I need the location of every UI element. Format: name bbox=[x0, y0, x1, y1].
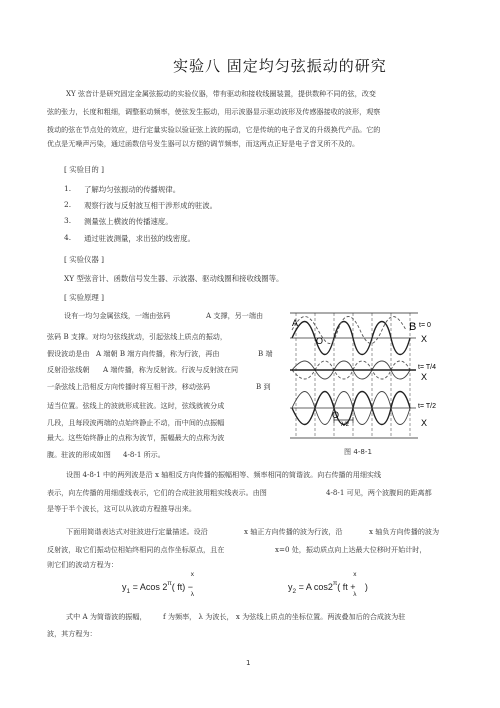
f1-sub: 1 bbox=[126, 588, 131, 595]
formula-2 bbox=[288, 571, 368, 598]
principle-line-4: 反射沿弦线朝 bbox=[47, 365, 90, 374]
intro-line-2: 弦的张力，长度和粗细，调整驱动频率，使弦发生振动，用示波器显示驱动波形及传感器接收的波形，观察 bbox=[47, 107, 381, 116]
purpose-item-3: 测量弦上横波的传播速度。 bbox=[84, 217, 173, 226]
purpose-item-1: 了解均匀弦振动的传播规律。 bbox=[84, 185, 181, 194]
para3-frag-x0: x=0 处，振动质点向上达最大位移时开始计时， bbox=[275, 545, 427, 554]
f2-body: ( ft bbox=[337, 582, 348, 592]
fig-label-lambda: λ/2 bbox=[341, 422, 350, 428]
principle-line-9: 腹。驻波的形成如图 bbox=[47, 450, 111, 459]
purpose-item-4: 通过驻波测量，求出弦的线密度。 bbox=[84, 234, 195, 243]
fig-label-a: A bbox=[292, 318, 299, 328]
f2-lhs: y bbox=[288, 582, 293, 592]
f2-plus: + bbox=[350, 582, 356, 592]
principle-frag-fig-ref: 4-8-1 所示。 bbox=[123, 450, 165, 459]
fig-label-x1: X bbox=[421, 334, 428, 344]
fig-label-o2: O bbox=[332, 410, 340, 420]
principle-line-2: 弦码 B 支撑。对均匀弦线扰动，引起弦线上质点的振动， bbox=[47, 332, 227, 341]
f1-pi: π bbox=[167, 580, 172, 587]
fig-label-t4: t= T/4 bbox=[418, 364, 436, 371]
principle-line-8: 最大。这些始终静止的点称为波节，振幅最大的点称为波 bbox=[47, 433, 225, 442]
f1-minus: − bbox=[187, 582, 194, 592]
principle-frag-a-end: A 端朝 B 端方向传播，称为行波，再由 bbox=[96, 349, 220, 358]
fig-label-t0: t= 0 bbox=[419, 322, 431, 329]
purpose-num-1: 1. bbox=[64, 184, 72, 193]
principle-line-1: 设有一均匀金属弦线，一端由弦码 bbox=[64, 311, 171, 320]
para2-frag: 4-8-1 可见，两个波腹间的距离都 bbox=[326, 488, 432, 497]
principle-frag-a-support: A 支撑，另一端由 bbox=[206, 311, 264, 320]
para3-frag-xneg: x 轴负方向传播的波为 bbox=[369, 527, 440, 536]
fig-label-x3: X bbox=[421, 418, 428, 428]
para3-line-3: 则它们的波动方程为： bbox=[47, 560, 118, 569]
para3-frag-xpos: x 轴正方向传播的波为行波，沿 bbox=[244, 527, 343, 536]
fig-label-x2: X bbox=[421, 372, 428, 382]
f2-eq: = A cos2 bbox=[298, 582, 333, 592]
fig-label-b: B bbox=[409, 321, 417, 333]
f2-sub: 2 bbox=[292, 588, 297, 595]
fig-label-t2: t= T/2 bbox=[418, 403, 436, 410]
f2-close: ) bbox=[364, 582, 368, 592]
section-purpose: [ 实验目的 ] bbox=[64, 165, 105, 174]
principle-frag-b-to: B 到 bbox=[256, 382, 271, 391]
instruments-text: XY 型弦音计、函数信号发生器、示波器、驱动线圈和接收线圈等。 bbox=[64, 274, 284, 283]
f2-pi: π bbox=[332, 580, 338, 587]
f1-lambda: λ bbox=[190, 591, 194, 598]
para3-line-1: 下面用简谐表达式对驻波进行定量描述。设沿 bbox=[66, 527, 208, 536]
para2-line-2: 表示，向左传播的用细虚线表示，它们的合成驻波用粗实线表示。由图 bbox=[47, 488, 267, 497]
para4-line-2: 波，其方程为： bbox=[47, 629, 97, 638]
section-principle: [ 实验原理 ] bbox=[64, 293, 105, 302]
figure-caption: 图 4-8-1 bbox=[344, 447, 373, 456]
principle-frag-a-dir: A 端传播，称为反射波。行波与反射波在同 bbox=[103, 365, 239, 374]
principle-line-6: 适当位置。弦线上的波就形成驻波。这时，弦线就被分成 bbox=[47, 401, 225, 410]
para2-line-1: 设图 4-8-1 中的两列波是沿 x 轴相反方向传播的振幅相等、频率相同的简谐波。向右传播的用细实线 bbox=[66, 470, 382, 479]
para2-line-3: 是等于半个波长，这可以从波动方程推导出来。 bbox=[47, 504, 196, 513]
f1-body: ( ft) bbox=[171, 582, 186, 592]
page-title: 实验八 固定均匀弦振动的研究 bbox=[173, 57, 387, 75]
intro-line-4: 优点是无噪声污染，通过函数信号发生器可以方便的调节频率，而这两点正好是电子音叉所不及的。 bbox=[47, 139, 360, 148]
f1-x: x bbox=[190, 571, 194, 578]
principle-line-5: 一条弦线上沿相反方向传播时将互相干涉，移动弦码 bbox=[47, 382, 211, 391]
purpose-num-4: 4. bbox=[64, 233, 72, 242]
intro-line-1: XY 弦音计是研究固定金属弦振动的实验仪器，带有驱动和接收线圈装置，提供数种不同的弦，改变 bbox=[66, 89, 376, 98]
principle-line-7: 几段，且每段波两端的点始终静止不动，而中间的点振幅 bbox=[47, 418, 225, 427]
intro-line-3: 拨动的弦在节点处的效应，进行定量实验以验证弦上波的振动，它是传统的电子音叉的升级换代产品。它的 bbox=[47, 125, 381, 134]
fig-label-o1: O bbox=[316, 336, 324, 346]
f2-x: x bbox=[353, 571, 357, 578]
purpose-num-3: 3. bbox=[64, 216, 72, 225]
purpose-num-2: 2. bbox=[64, 200, 72, 209]
standing-wave-figure bbox=[288, 308, 448, 443]
para3-line-2: 反射波，取它们振动位相始终相同的点作坐标原点，且在 bbox=[47, 545, 225, 554]
formula-1 bbox=[122, 571, 200, 598]
f1-lhs: y bbox=[122, 582, 127, 592]
f2-lambda: λ bbox=[353, 591, 357, 598]
page-number: 1 bbox=[246, 658, 251, 667]
f1-eq: = Acos 2 bbox=[132, 582, 168, 592]
para4-line-1: 式中 A 为简谐波的振幅， bbox=[66, 612, 147, 621]
principle-line-3: 假设波动是由 bbox=[47, 349, 90, 358]
principle-frag-b-end: B 端 bbox=[258, 349, 273, 358]
para4-frag: f 为频率， λ 为波长， x 为弦线上质点的坐标位置。两波叠加后的合成波为驻 bbox=[163, 612, 406, 621]
purpose-item-2: 观察行波与反射波互相干涉形成的驻波。 bbox=[84, 201, 218, 210]
section-instruments: [ 实验仪器 ] bbox=[64, 255, 105, 264]
